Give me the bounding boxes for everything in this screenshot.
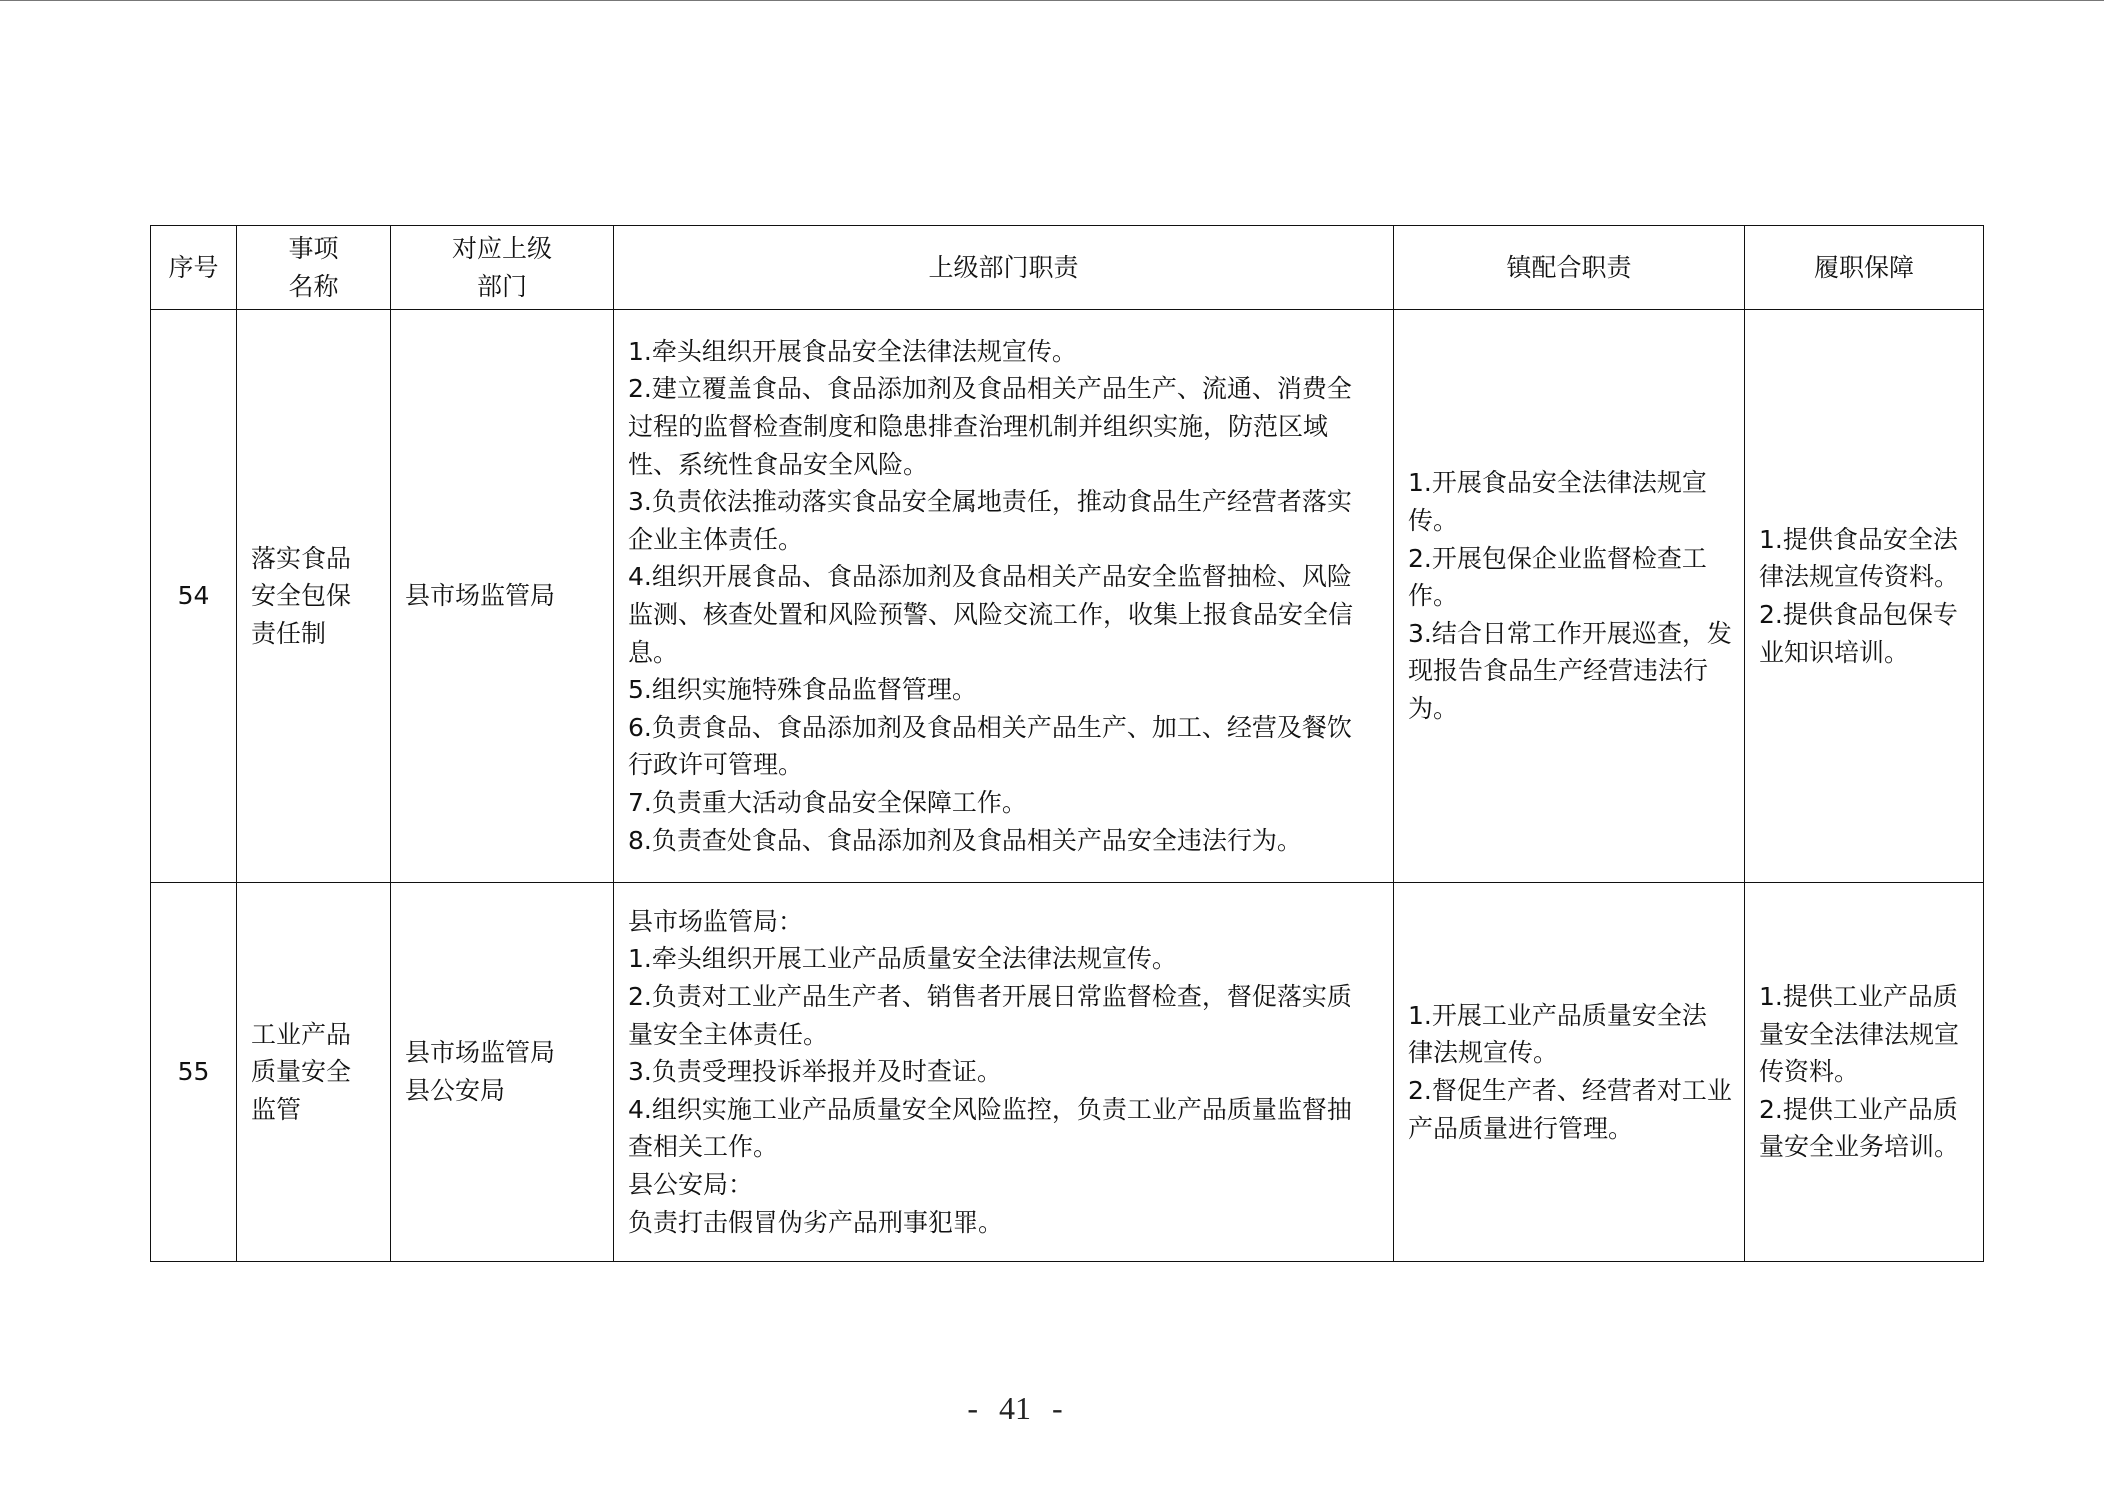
town-duty-line: 产品质量进行管理。 xyxy=(1408,1113,1634,1143)
superior-duty-line: 量安全主体责任。 xyxy=(628,1019,829,1049)
superior-duty-line: 2.建立覆盖食品、食品添加剂及食品相关产品生产、流通、消费全 xyxy=(628,374,1352,404)
superior-duty-line: 4.组织实施工业产品质量安全风险监控，负责工业产品质量监督抽 xyxy=(628,1094,1352,1124)
item-name-cell xyxy=(237,310,391,883)
superior-duty-line: 3.负责受理投诉举报并及时查证。 xyxy=(628,1057,1002,1087)
header-index-label: 序号 xyxy=(168,252,219,282)
header-item-name-line: 事项 xyxy=(288,233,339,263)
town-duty-line: 传。 xyxy=(1408,506,1459,536)
superior-duty-line: 查相关工作。 xyxy=(628,1132,779,1162)
superior-duty-line: 息。 xyxy=(628,637,679,667)
header-guarantee-label: 履职保障 xyxy=(1813,252,1914,282)
header-superior-dept-line: 对应上级 xyxy=(451,233,552,263)
guarantee-line: 1.提供食品安全法 xyxy=(1759,524,1958,554)
guarantee-line: 量安全业务培训。 xyxy=(1759,1132,1960,1162)
row-index: 54 xyxy=(177,581,210,611)
superior-dept-line: 县市场监管局 xyxy=(405,1038,556,1068)
superior-duty-line: 4.组织开展食品、食品添加剂及食品相关产品安全监督抽检、风险 xyxy=(628,562,1352,592)
superior-duty-line: 县市场监管局： xyxy=(628,906,804,936)
header-superior-duties-label: 上级部门职责 xyxy=(928,252,1079,282)
superior-duty-line: 7.负责重大活动食品安全保障工作。 xyxy=(628,787,1027,817)
guarantee-line: 业知识培训。 xyxy=(1759,637,1910,667)
superior-dept-cell xyxy=(391,310,614,883)
item-name-cell xyxy=(237,883,391,1262)
page-top-edge xyxy=(0,0,2104,1)
header-superior-dept xyxy=(391,226,614,310)
superior-duty-line: 3.负责依法推动落实食品安全属地责任，推动食品生产经营者落实 xyxy=(628,487,1352,517)
header-item-name-line: 名称 xyxy=(288,271,339,301)
header-index xyxy=(151,226,237,310)
header-town-duties-label: 镇配合职责 xyxy=(1506,252,1632,282)
table-row xyxy=(151,883,1984,1262)
town-duty-line: 作。 xyxy=(1408,581,1459,611)
town-duty-line: 1.开展工业产品质量安全法 xyxy=(1408,1000,1707,1030)
town-duty-line: 1.开展食品安全法律法规宣 xyxy=(1408,468,1707,498)
town-duty-line: 3.结合日常工作开展巡查，发 xyxy=(1408,618,1732,648)
guarantee-line: 律法规宣传资料。 xyxy=(1759,562,1960,592)
item-name-line: 质量安全 xyxy=(251,1057,352,1087)
superior-duty-line: 6.负责食品、食品添加剂及食品相关产品生产、加工、经营及餐饮 xyxy=(628,712,1352,742)
header-guarantee xyxy=(1745,226,1984,310)
town-duty-line: 2.开展包保企业监督检查工 xyxy=(1408,543,1707,573)
superior-duty-line: 1.牵头组织开展工业产品质量安全法律法规宣传。 xyxy=(628,944,1177,974)
superior-duty-line: 企业主体责任。 xyxy=(628,524,804,554)
superior-duty-line: 2.负责对工业产品生产者、销售者开展日常监督检查，督促落实质 xyxy=(628,982,1352,1012)
superior-duty-line: 8.负责查处食品、食品添加剂及食品相关产品安全违法行为。 xyxy=(628,825,1302,855)
index-cell xyxy=(151,310,237,883)
superior-duty-line: 5.组织实施特殊食品监督管理。 xyxy=(628,675,977,705)
superior-duty-line: 负责打击假冒伪劣产品刑事犯罪。 xyxy=(628,1207,1004,1237)
guarantee-line: 2.提供工业产品质 xyxy=(1759,1094,1958,1124)
index-cell xyxy=(151,883,237,1262)
header-superior-dept-line: 部门 xyxy=(476,271,527,301)
table-row xyxy=(151,310,1984,883)
item-name-line: 工业产品 xyxy=(251,1019,352,1049)
town-duty-line: 现报告食品生产经营违法行 xyxy=(1408,656,1709,686)
superior-duty-line: 行政许可管理。 xyxy=(628,750,804,780)
superior-dept-line: 县市场监管局 xyxy=(405,581,556,611)
superior-duty-line: 监测、核查处置和风险预警、风险交流工作，收集上报食品安全信 xyxy=(628,600,1354,629)
page-number: - 41 - xyxy=(967,1390,1063,1426)
superior-dept-line: 县公安局 xyxy=(405,1076,506,1105)
item-name-line: 落实食品 xyxy=(251,543,352,573)
guarantee-line: 1.提供工业产品质 xyxy=(1759,982,1958,1012)
guarantee-cell xyxy=(1745,883,1984,1262)
guarantee-cell xyxy=(1745,310,1984,883)
superior-duty-line: 过程的监督检查制度和隐患排查治理机制并组织实施，防范区域 xyxy=(628,412,1329,442)
superior-duties-cell xyxy=(614,883,1394,1262)
guarantee-line: 量安全法律法规宣 xyxy=(1759,1019,1960,1049)
header-item-name xyxy=(237,226,391,310)
duty-table xyxy=(150,225,1984,1262)
header-town-duties xyxy=(1394,226,1745,310)
superior-duty-line: 1.牵头组织开展食品安全法律法规宣传。 xyxy=(628,336,1077,366)
item-name-line: 责任制 xyxy=(251,618,327,648)
guarantee-line: 传资料。 xyxy=(1759,1057,1860,1087)
guarantee-line: 2.提供食品包保专 xyxy=(1759,600,1958,629)
town-duty-line: 2.督促生产者、经营者对工业 xyxy=(1408,1076,1732,1105)
item-name-line: 安全包保 xyxy=(251,581,352,611)
header-superior-duties xyxy=(614,226,1394,310)
table-header-row xyxy=(151,226,1984,310)
superior-duties-cell xyxy=(614,310,1394,883)
superior-dept-cell xyxy=(391,883,614,1262)
superior-duty-line: 县公安局： xyxy=(628,1169,754,1199)
town-duties-cell xyxy=(1394,883,1745,1262)
superior-duty-line: 性、系统性食品安全风险。 xyxy=(628,449,929,479)
town-duty-line: 为。 xyxy=(1408,693,1459,723)
item-name-line: 监管 xyxy=(251,1094,302,1124)
town-duty-line: 律法规宣传。 xyxy=(1408,1038,1559,1068)
row-index: 55 xyxy=(177,1057,210,1087)
town-duties-cell xyxy=(1394,310,1745,883)
